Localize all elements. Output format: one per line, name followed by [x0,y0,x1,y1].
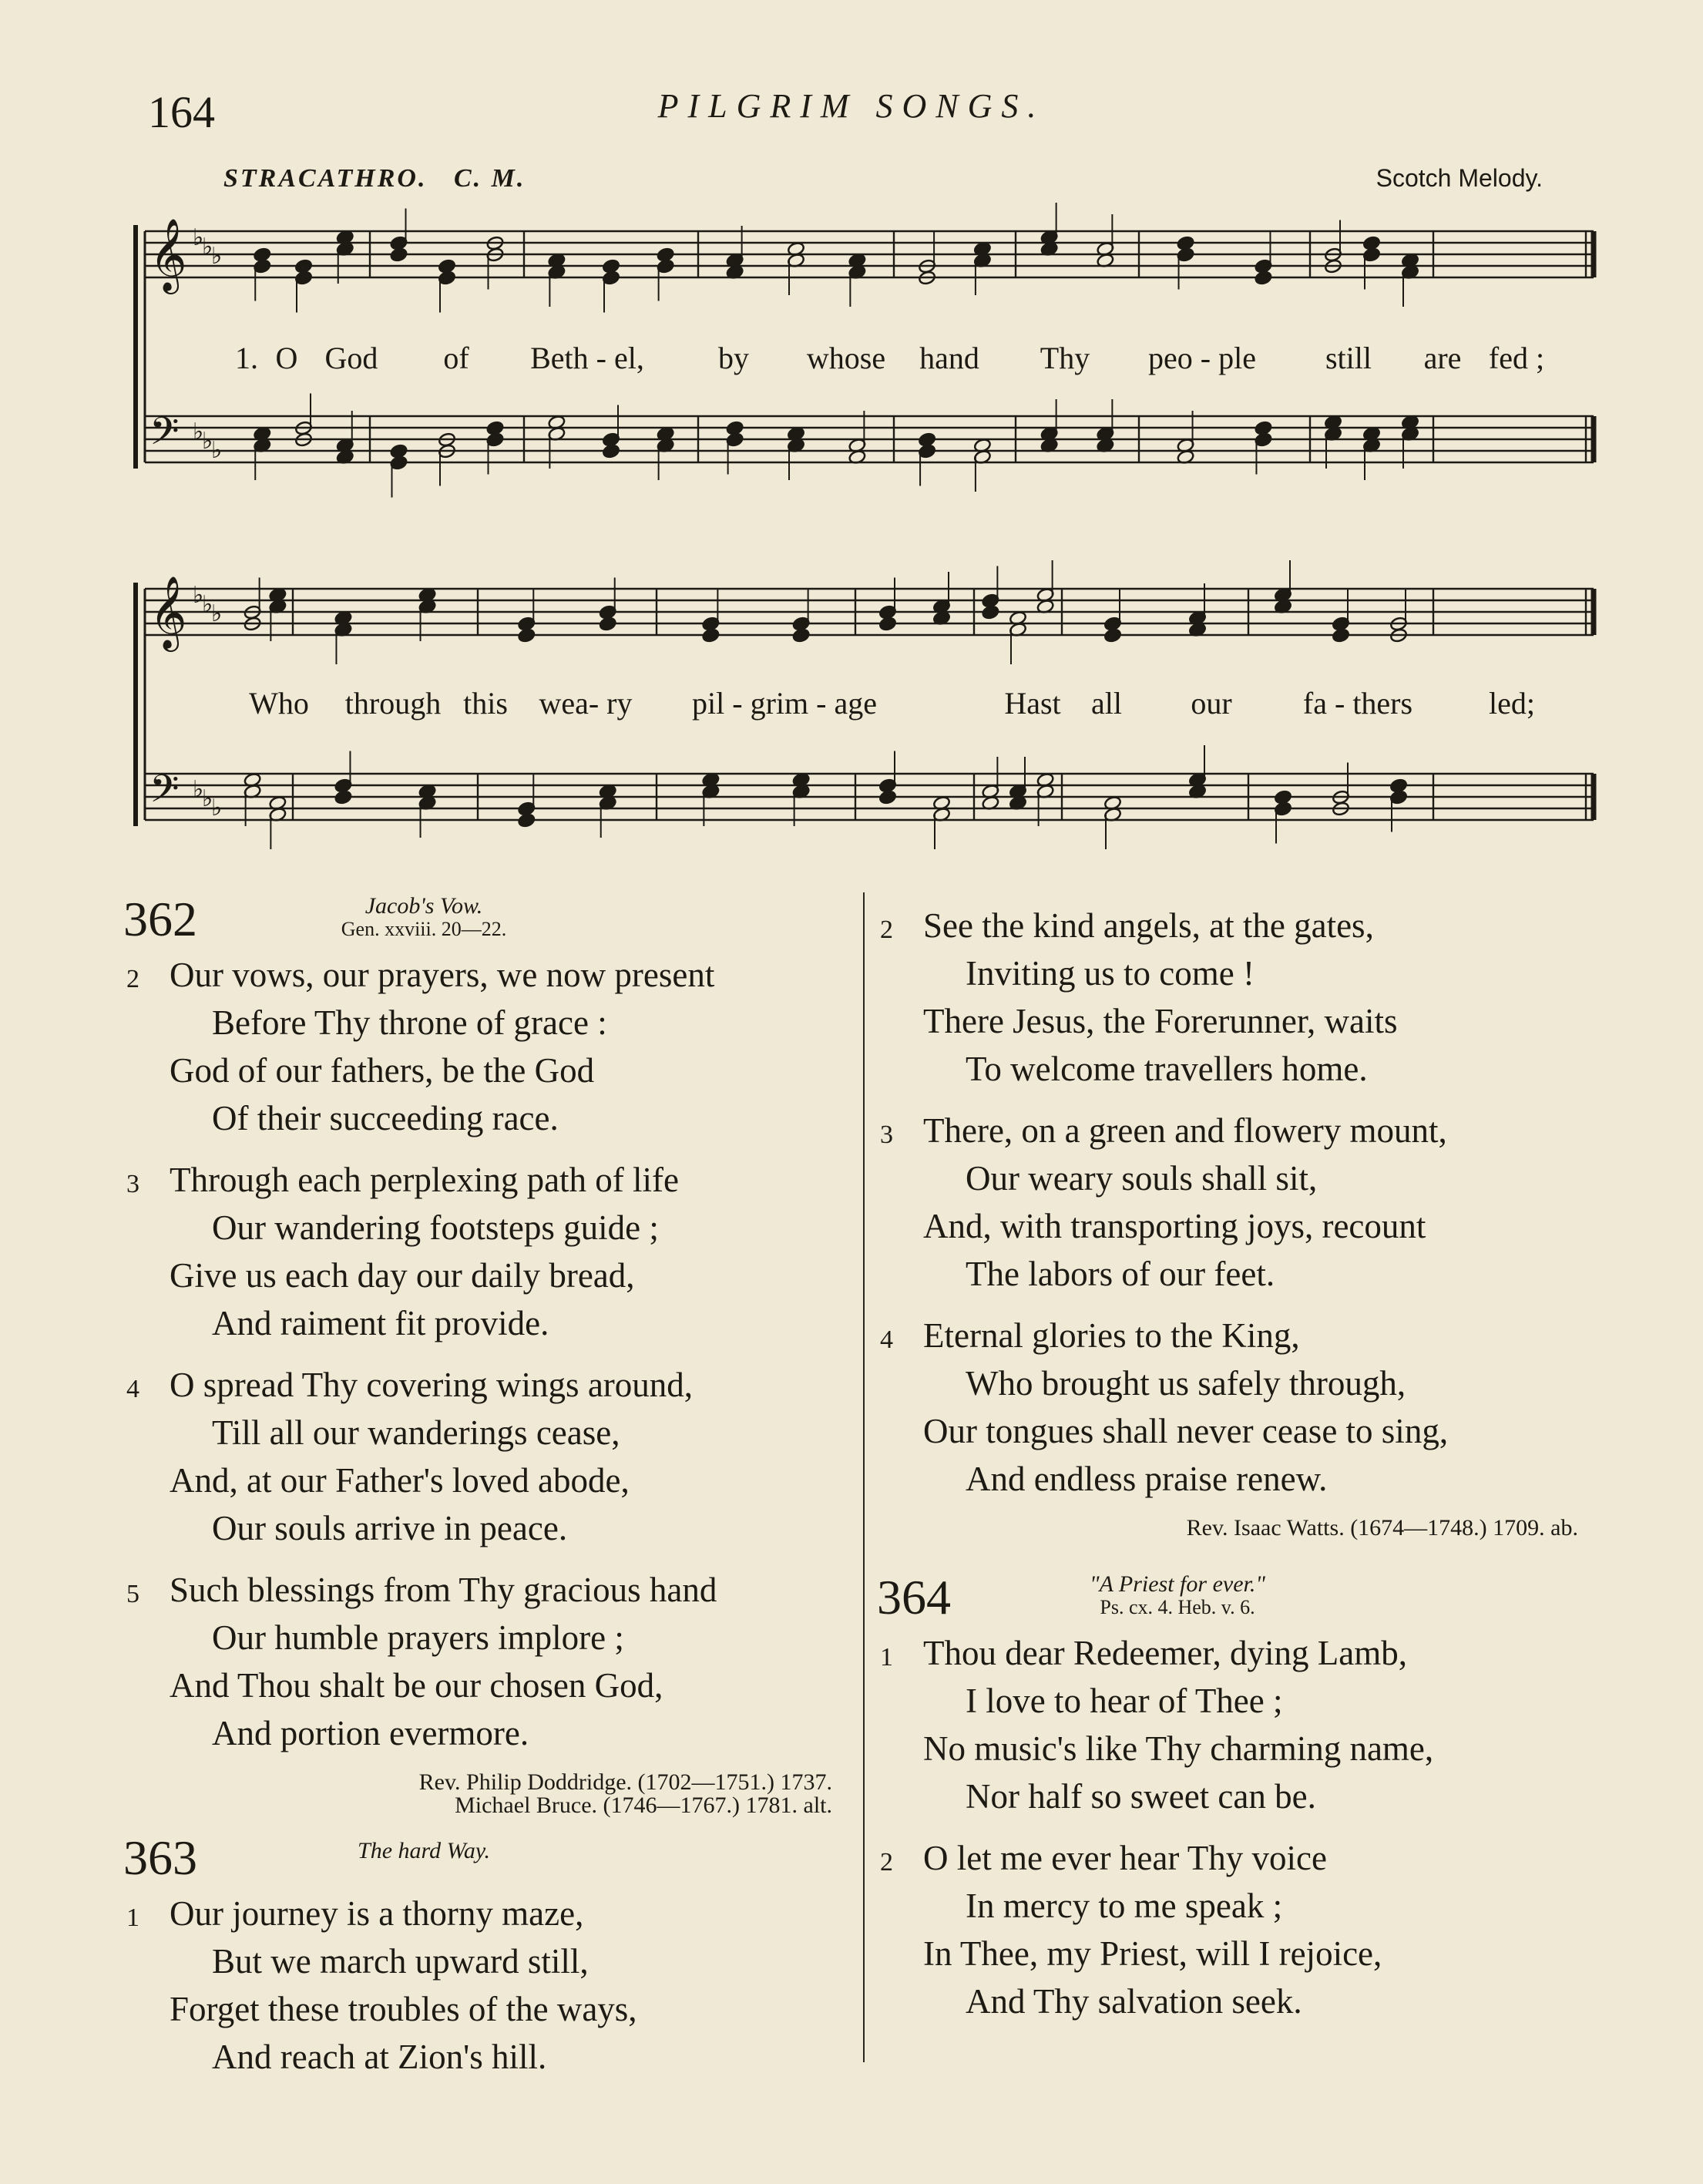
hymn-363-continued-stanzas [877,902,1594,1503]
verse-line: And Thy salvation seek. [966,1982,1302,2021]
verse-line: Our wandering footsteps guide ; [212,1208,659,1247]
hymn-363-stanzas [123,1890,848,2081]
lyric-syllable: by [718,341,749,375]
lyric-syllable: led; [1489,686,1535,721]
column-divider [863,892,865,2062]
verse-number: 2 [126,965,139,993]
verse-line: And, at our Father's loved abode, [170,1461,630,1500]
verse-line: Such blessings from Thy gracious hand [170,1571,717,1609]
verse-line: No music's like Thy charming name, [923,1729,1434,1768]
verse-number: 4 [126,1375,139,1403]
svg-text:𝄢: 𝄢 [149,409,180,463]
hymn-title: "A Priest for ever." [1090,1571,1265,1597]
lyric-syllable: are [1423,341,1462,375]
verse-line: Our tongues shall never cease to sing, [923,1412,1449,1450]
verse-number: 1. [235,341,258,375]
verse-line: Thou dear Redeemer, dying Lamb, [923,1634,1407,1672]
hymn-title: Jacob's Vow. [364,893,483,919]
stanza [123,1890,848,2081]
lyric-syllable: hand [919,341,979,375]
lyric-syllable: pil - grim - age [692,686,877,721]
stanza [123,1566,848,1757]
attribution: Michael Bruce. (1746—1767.) 1781. alt. [455,1793,832,1818]
verse-line: Forget these troubles of the ways, [170,1990,637,2028]
verse-line: Eternal glories to the King, [923,1316,1300,1355]
svg-text:♭: ♭ [202,786,213,811]
lyric-syllable: whose [806,341,886,375]
lyric-syllable: our [1191,686,1232,721]
lyric-syllable: Thy [1040,341,1090,375]
verse-line: In mercy to me speak ; [966,1887,1283,1925]
verse-line: Our weary souls shall sit, [966,1159,1318,1198]
hymn-362-stanzas [123,951,848,1757]
verse-number: 5 [126,1580,139,1608]
verse-number: 4 [880,1326,893,1354]
lyric-syllable: Who [249,686,309,721]
verse-line: And reach at Zion's hill. [212,2038,547,2076]
lyric-syllable: of [443,341,469,375]
svg-text:𝄞: 𝄞 [149,576,187,649]
verse-line: And, with transporting joys, recount [923,1207,1426,1245]
tune-meter: C. M. [453,164,526,193]
svg-text:♭: ♭ [211,244,223,269]
verse-number: 1 [880,1643,893,1672]
svg-text:𝄢: 𝄢 [149,767,180,821]
lyric-syllable: all [1091,686,1122,721]
verse-line: And endless praise renew. [966,1460,1328,1498]
verse-line: There Jesus, the Forerunner, waits [923,1002,1398,1040]
scripture-reference: Ps. cx. 4. Heb. v. 6. [1100,1596,1255,1618]
verse-line: Through each perplexing path of life [170,1161,680,1199]
verse-line: See the kind angels, at the gates, [923,906,1374,945]
verse-line: Our journey is a thorny maze, [170,1894,584,1933]
hymn-number: 362 [123,892,197,946]
verse-line: Before Thy throne of grace : [212,1003,607,1042]
lyric-syllable: O [275,341,298,375]
svg-text:♭: ♭ [193,583,204,608]
verse-line: God of our fathers, be the God [170,1051,595,1090]
verse-number: 2 [880,1848,893,1877]
stanza [123,951,848,1142]
svg-text:♭: ♭ [202,428,213,454]
verse-line: Our humble prayers implore ; [212,1618,624,1657]
verse-line: Inviting us to come ! [966,954,1255,993]
attribution: Rev. Isaac Watts. (1674—1748.) 1709. ab. [1186,1515,1578,1541]
verse-line: Of their succeeding race. [212,1099,559,1137]
hymn-364-header [877,1571,1594,1629]
verse-line: O let me ever hear Thy voice [923,1839,1327,1877]
svg-text:♭: ♭ [211,601,223,627]
verse-line: Our vows, our prayers, we now present [170,956,715,994]
lyric-syllable: fed ; [1488,341,1545,375]
lyric-syllable: this [463,686,508,721]
svg-text:♭: ♭ [202,234,213,260]
verse-number: 2 [880,916,893,944]
lyric-syllable: still [1325,341,1372,375]
svg-text:♭: ♭ [202,592,213,617]
svg-text:𝄞: 𝄞 [149,218,187,291]
verse-line: The labors of our feet. [966,1255,1275,1293]
lyric-syllable: peo - ple [1148,341,1256,375]
verse-line: Who brought us safely through, [966,1364,1406,1403]
svg-text:♭: ♭ [211,795,223,821]
verse-number: 3 [126,1170,139,1198]
svg-text:♭: ♭ [193,225,204,250]
lyric-syllable: wea- ry [539,686,633,721]
page-number: 164 [148,87,215,137]
verse-line: There, on a green and flowery mount, [923,1111,1447,1150]
hymn-number: 364 [877,1570,951,1625]
hymn-362-header [123,892,848,951]
verse-line: Nor half so sweet can be. [966,1777,1316,1816]
verse-line: Give us each day our daily bread, [170,1256,635,1295]
verse-line: Till all our wanderings cease, [212,1413,620,1452]
svg-text:♭: ♭ [193,777,204,802]
stanza [877,1834,1594,2025]
hymn-363-header [123,1831,848,1890]
hymn-number: 363 [123,1830,197,1885]
verse-line: I love to hear of Thee ; [966,1682,1283,1720]
stanza [877,1629,1594,1820]
verse-line: O spread Thy covering wings around, [170,1366,694,1404]
lyric-syllable: Beth - el, [530,341,644,375]
attribution: Rev. Philip Doddridge. (1702—1751.) 1737. [418,1769,832,1795]
verse-line: To welcome travellers home. [966,1050,1368,1088]
music-score [0,0,1703,863]
verse-line: In Thee, my Priest, will I rejoice, [923,1934,1382,1973]
scripture-reference: Gen. xxviii. 20—22. [341,918,507,940]
hymn-title: The hard Way. [358,1838,490,1863]
verse-number: 3 [880,1121,893,1149]
verse-line: But we march upward still, [212,1942,589,1981]
hymn-364-stanzas [877,1629,1594,2025]
lyric-syllable: through [344,686,442,721]
right-column [877,902,1594,2039]
stanza [877,1107,1594,1298]
lyric-syllable: God [324,341,378,375]
tune-source: Scotch Melody. [1376,164,1543,192]
lyric-syllable: Hast [1004,686,1061,721]
verse-line: And portion evermore. [212,1714,529,1752]
stanza [123,1361,848,1552]
svg-text:♭: ♭ [193,419,204,445]
left-column [123,892,848,2095]
verse-line: Our souls arrive in peace. [212,1509,568,1547]
stanza [123,1156,848,1347]
stanza [877,902,1594,1093]
verse-line: And raiment fit provide. [212,1304,549,1342]
stanza [877,1312,1594,1503]
tune-title: STRACATHRO. [223,164,428,193]
svg-text:♭: ♭ [211,438,223,463]
verse-number: 1 [126,1903,139,1932]
verse-line: And Thou shalt be our chosen God, [170,1666,663,1705]
running-title: PILGRIM SONGS. [657,87,1046,125]
lyric-syllable: fa - thers [1302,686,1413,721]
